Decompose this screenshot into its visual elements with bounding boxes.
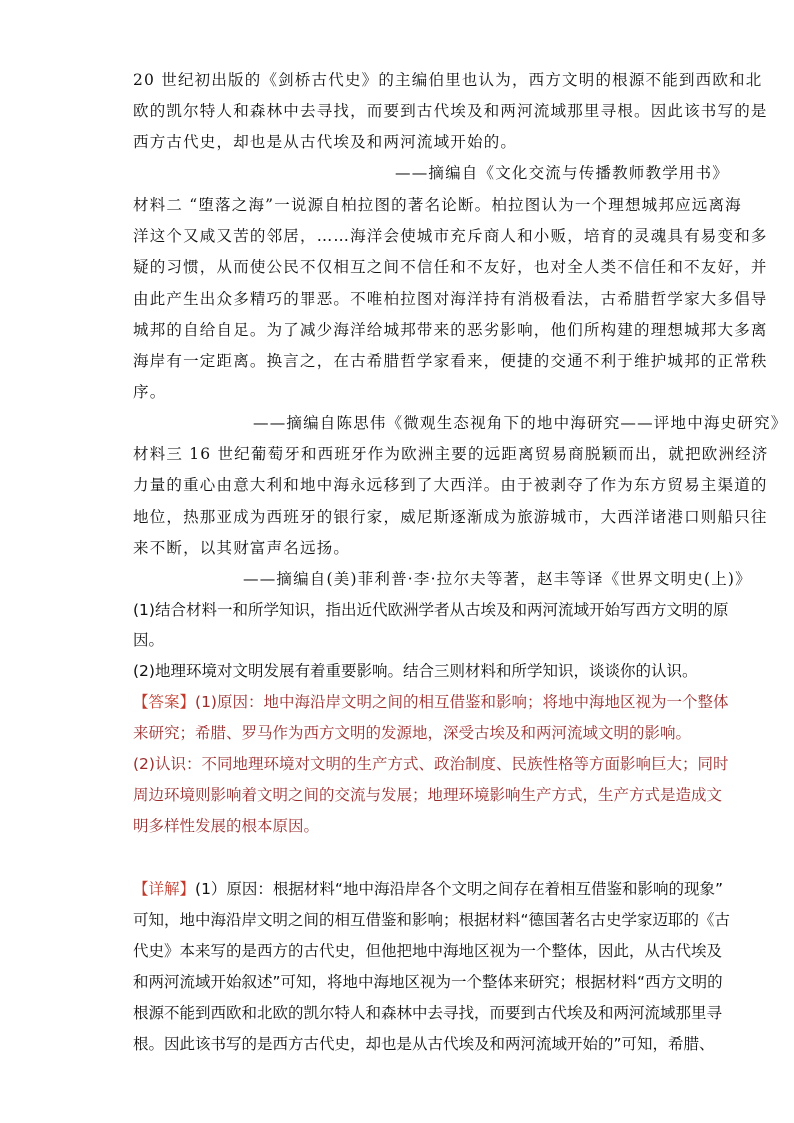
- material2-line2: 洋这个又咸又苦的邻居，……海洋会使城市充斥商人和小贩，培育的灵魂具有易变和多: [133, 227, 768, 245]
- material3-source: ——摘编自(美)菲利普·李·拉尔夫等著，赵丰等译《世界文明史(上)》: [243, 570, 752, 588]
- detail-line4: 和两河流域开始叙述”可知，将地中海地区视为一个整体来研究；根据材料“西方文明的: [133, 973, 723, 991]
- material1-line3: 西方古代史，却也是从古代埃及和两河流域开始的。: [133, 133, 518, 151]
- material3-line2: 力量的重心由意大利和地中海永远移到了大西洋。由于被剥夺了作为东方贸易主渠道的: [133, 476, 768, 494]
- answer2-line1: (2)认识：不同地理环境对文明的生产方式、政治制度、民族性格等方面影响巨大；同时: [133, 755, 729, 773]
- question2-line1: (2)地理环境对文明发展有着重要影响。结合三则材料和所学知识，谈谈你的认识。: [133, 662, 698, 680]
- material2-line4: 由此产生出众多精巧的罪恶。不唯柏拉图对海洋持有消极看法，古希腊哲学家大多倡导: [133, 290, 768, 308]
- material3-line4: 来不断，以其财富声名远扬。: [133, 539, 351, 557]
- material2-line3: 疑的习惯，从而使公民不仅相互之间不信任和不友好，也对全人类不信任和不友好，并: [133, 258, 768, 276]
- question1-line1: (1)结合材料一和所学知识，指出近代欧洲学者从古埃及和两河流域开始写西方文明的原: [133, 601, 729, 619]
- answer2-line2: 周边环境则影响着文明之间的交流与发展；地理环境影响生产方式，生产方式是造成文: [133, 786, 723, 804]
- material2-line6: 海岸有一定距离。换言之，在古希腊哲学家看来，便捷的交通不利于维护城邦的正常秩: [133, 352, 768, 370]
- material2-line7: 序。: [133, 383, 167, 401]
- detail-line1-text: (1）原因：根据材料“地中海沿岸各个文明之间存在着相互借鉴和影响的现象”: [195, 880, 723, 898]
- detail-line5: 根源不能到西欧和北欧的凯尔特人和森林中去寻找，而要到古代埃及和两河流域那里寻: [133, 1004, 723, 1022]
- material1-source: ——摘编自《文化交流与传播教师教学用书》: [395, 164, 730, 182]
- material2-line1: 材料二 “堕落之海”一说源自柏拉图的著名论断。柏拉图认为一个理想城邦应远离海: [133, 196, 742, 214]
- answer1-line2: 来研究；希腊、罗马作为西方文明的发源地，深受古埃及和两河流域文明的影响。: [133, 724, 692, 742]
- material2-line5: 城邦的自给自足。为了减少海洋给城邦带来的恶劣影响，他们所构建的理想城邦大多离: [133, 321, 768, 339]
- detail-line2: 可知，地中海沿岸文明之间的相互借鉴和影响；根据材料“德国著名古史学家迈耶的《古: [133, 911, 731, 929]
- question1-line2: 因。: [133, 631, 165, 649]
- answer-line1: [133, 690, 728, 712]
- detail-tag: 【详解】: [133, 880, 196, 898]
- answer-tag: 【答案】: [133, 693, 196, 711]
- material1-line1: 20 世纪初出版的《剑桥古代史》的主编伯里也认为，西方文明的根源不能到西欧和北: [133, 71, 763, 89]
- material1-line2: 欧的凯尔特人和森林中去寻找，而要到古代埃及和两河流域那里寻根。因此该书写的是: [133, 102, 768, 120]
- answer2-line3: 明多样性发展的根本原因。: [133, 817, 320, 835]
- material2-source: ——摘编自陈思伟《微观生态视角下的地中海研究——评地中海史研究》: [253, 414, 788, 432]
- material3-line3: 地位，热那亚成为西班牙的银行家，威尼斯逐渐成为旅游城市，大西洋诸港口则船只往: [133, 508, 768, 526]
- detail-line6: 根。因此该书写的是西方古代史，却也是从古代埃及和两河流域开始的”可知，希腊、: [133, 1035, 715, 1053]
- answer1-line1: (1)原因：地中海沿岸文明之间的相互借鉴和影响；将地中海地区视为一个整体: [195, 693, 729, 711]
- detail-line1: [133, 877, 723, 899]
- detail-line3: 代史》本来写的是西方的古代史，但他把地中海地区视为一个整体，因此，从古代埃及: [133, 942, 723, 960]
- material3-line1: 材料三 16 世纪葡萄牙和西班牙作为欧洲主要的远距离贸易商脱颖而出，就把欧洲经济: [133, 445, 769, 463]
